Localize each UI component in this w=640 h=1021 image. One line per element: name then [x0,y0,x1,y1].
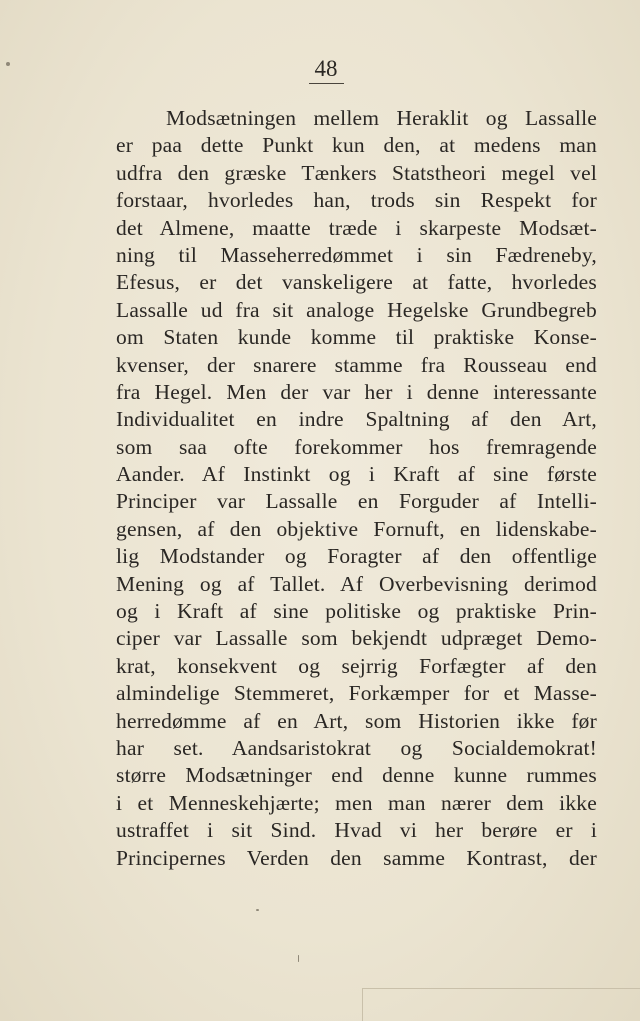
text-line: Efesus, er det vanskeligere at fatte, hvorledes [116,270,597,295]
text-line: Mening og af Tallet. Af Overbevisning derimod [116,571,597,596]
text-line: det Almene, maatte træde i skarpeste Modsæt- [116,215,597,240]
text-line: ustraffet i sit Sind. Hvad vi her berøre er i [116,818,597,843]
body-text [116,105,597,872]
page-edge-line [362,988,363,1021]
text-line: ning til Masseherredømmet i sin Fædreneby, [116,242,597,267]
text-line: lig Modstander og Foragter af den offentlige [116,544,597,569]
text-line: om Staten kunde komme til praktiske Konse- [116,325,597,350]
text-line: og i Kraft af sine politiske og praktiske Prin- [116,599,597,624]
text-line: større Modsætninger end denne kunne rummes [116,763,597,788]
text-line: ciper var Lassalle som bekjendt udpræget Demo- [116,626,597,651]
text-line: krat, konsekvent og sejrrig Forfægter af den [116,653,597,678]
text-line: som saa ofte forekommer hos fremragende [116,434,597,459]
text-line: udfra den græske Tænkers Statstheori megel vel [116,160,597,185]
text-line: Individualitet en indre Spaltning af den Art, [116,407,597,432]
text-line: gensen, af den objektive Fornuft, en lidenskabe- [116,516,597,541]
page-number: 48 [0,56,640,84]
text-line: i et Menneskehjærte; men man nærer dem ikke [116,790,597,815]
text-line: Aander. Af Instinkt og i Kraft af sine første [116,462,597,487]
text-line: fra Hegel. Men der var her i denne interessante [116,379,597,404]
text-line: Modsætningen mellem Heraklit og Lassalle [166,106,597,130]
text-line: kvenser, der snarere stamme fra Rousseau end [116,352,597,377]
page-edge-line [362,988,640,989]
text-line: har set. Aandsaristokrat og Socialdemokrat! [116,735,597,760]
text-line: er paa dette Punkt kun den, at medens man [116,133,597,158]
paper-speck [256,909,259,911]
text-line: almindelige Stemmeret, Forkæmper for et Masse- [116,681,597,706]
text-line: Principer var Lassalle en Forguder af Intelli- [116,489,597,514]
text-line: Lassalle ud fra sit analoge Hegelske Grundbegreb [116,297,597,322]
text-line: forstaar, hvorledes han, trods sin Respekt for [116,188,597,213]
text-line: herredømme af en Art, som Historien ikke før [116,708,597,733]
paper-speck [298,955,299,962]
text-line: Principernes Verden den samme Kontrast, der [116,845,597,870]
paper-speck [6,62,10,66]
